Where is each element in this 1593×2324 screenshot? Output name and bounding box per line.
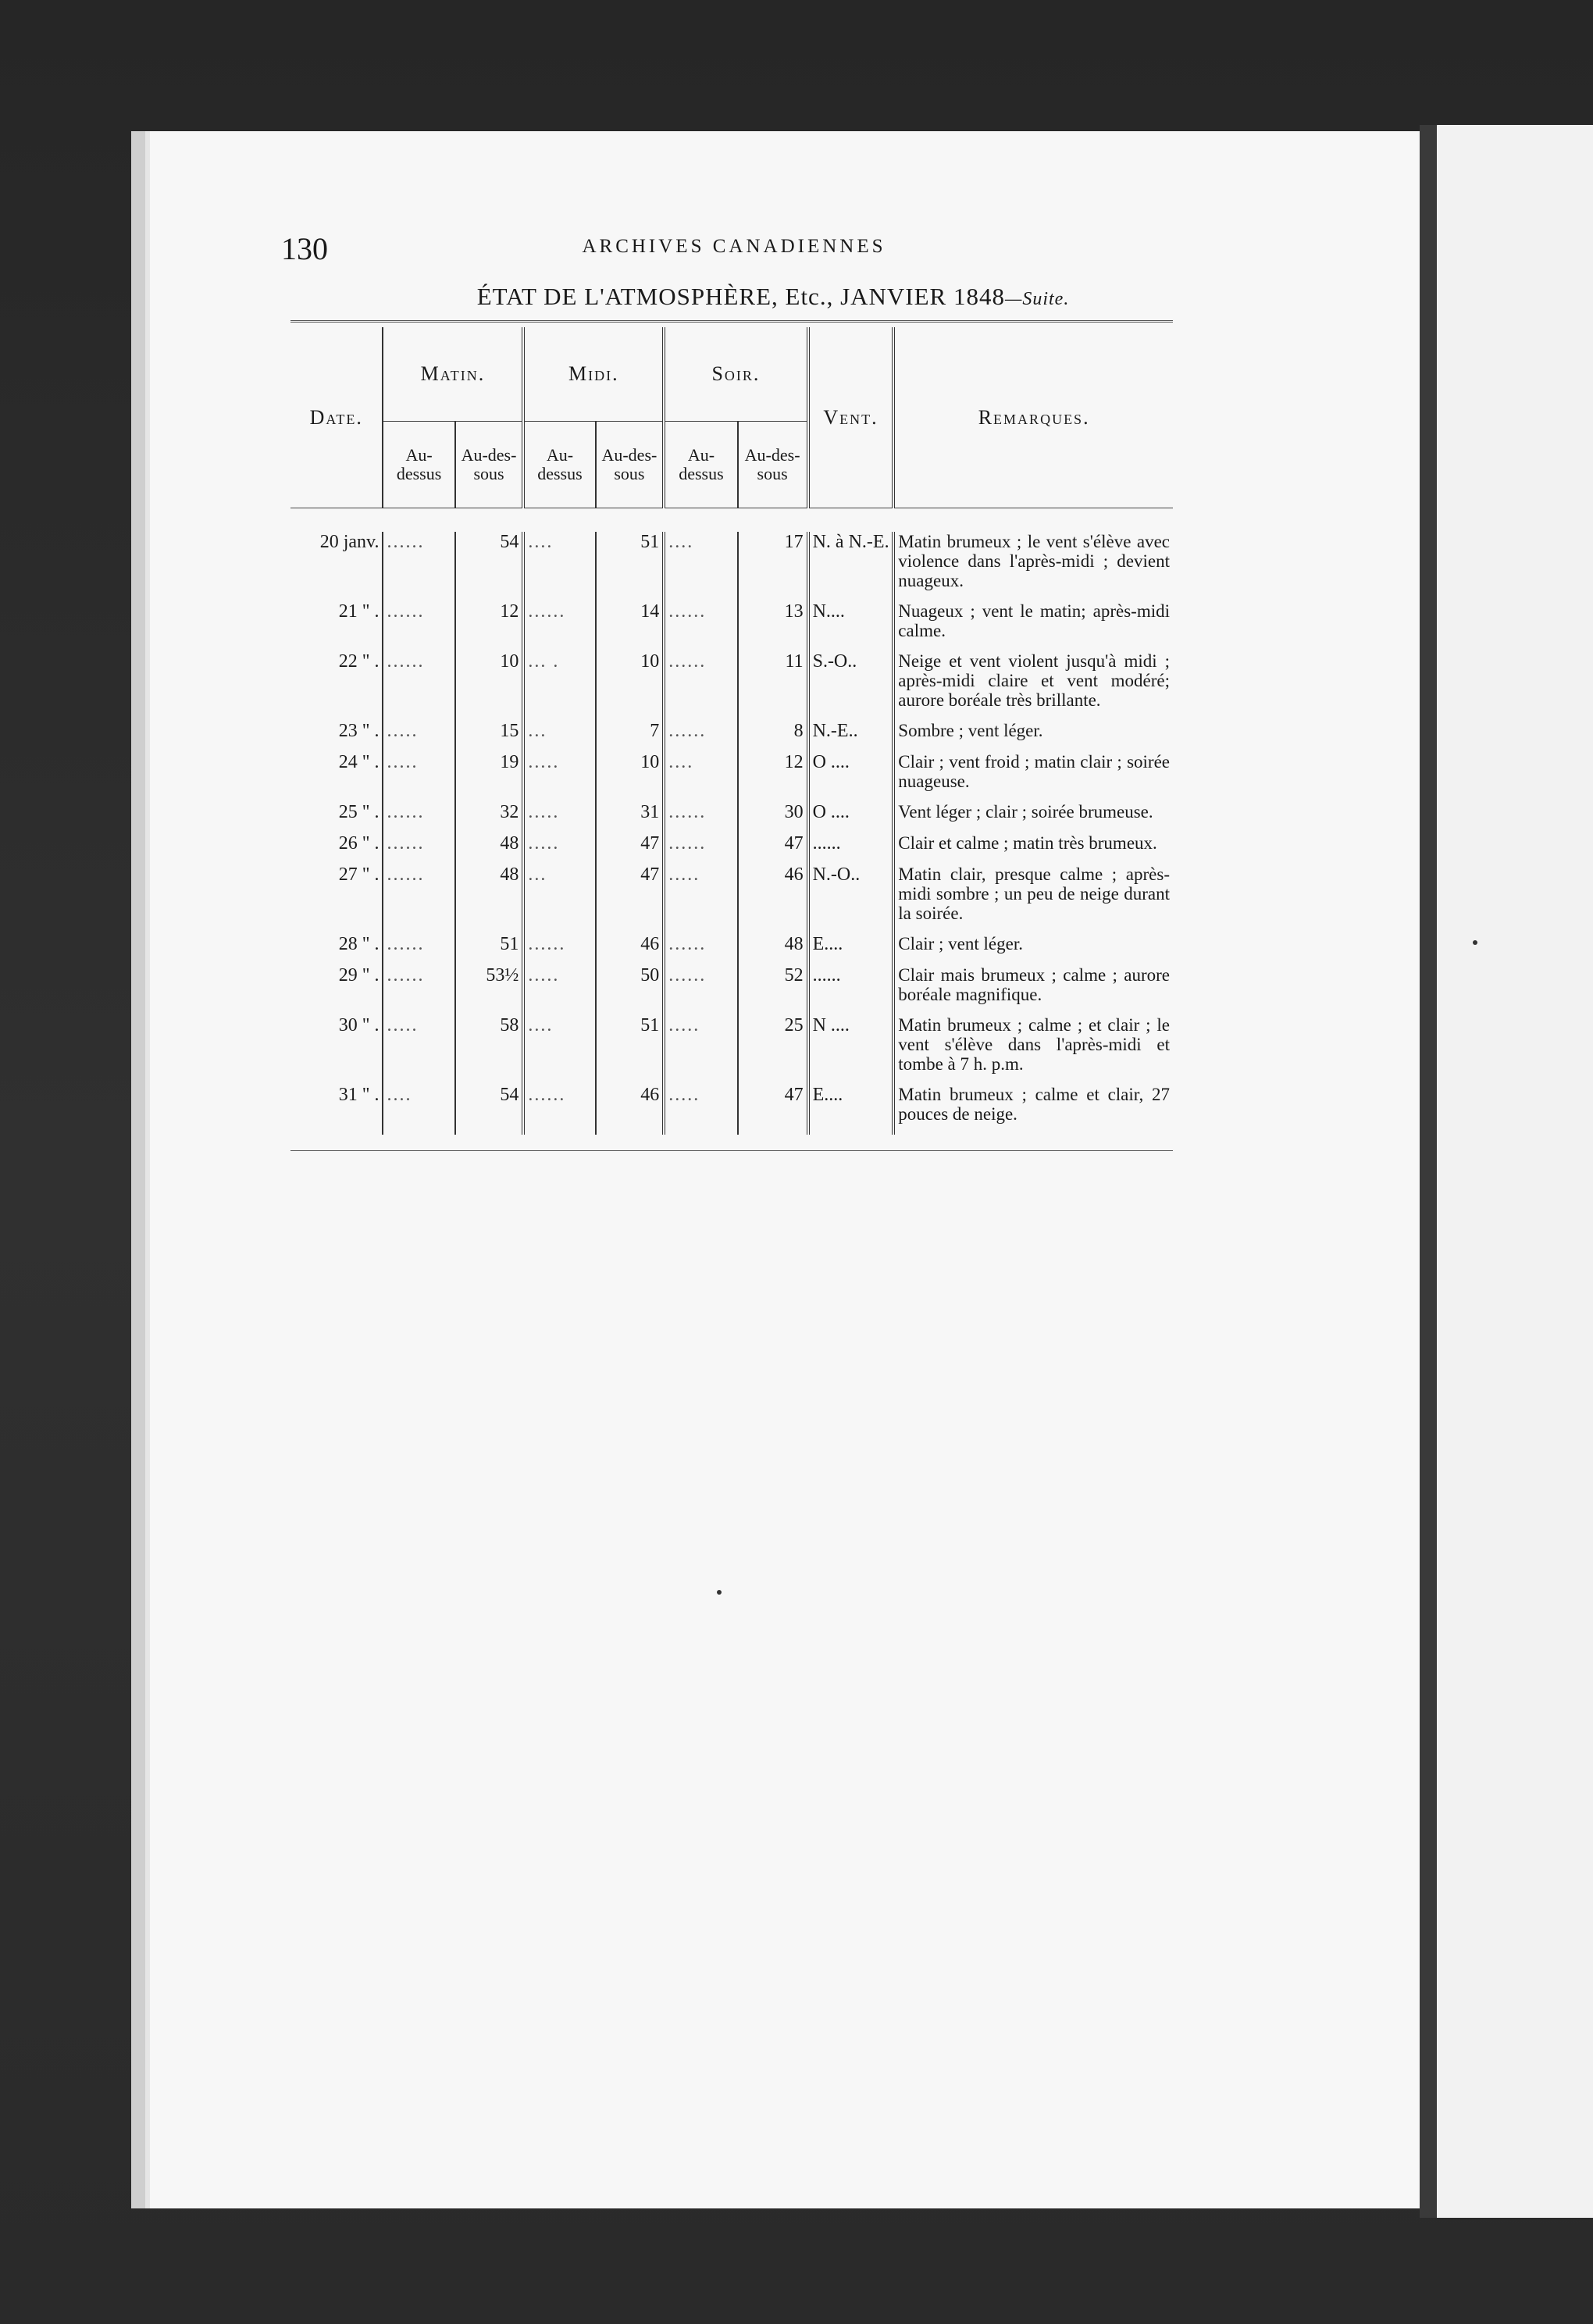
cell-soir-dessous: 52 xyxy=(738,965,808,1015)
table-title-suffix: —Suite. xyxy=(1004,289,1070,309)
cell-remarques: Clair et calme ; matin très brumeux. xyxy=(893,833,1173,864)
cell-matin-dessous: 32 xyxy=(455,802,524,833)
cell-matin-dessous: 54 xyxy=(455,1085,524,1135)
midi-au-dessus-header: Au-dessus xyxy=(523,422,595,508)
cell-remarques: Clair mais brumeux ; calme ; aurore boréale magnifique. xyxy=(893,965,1173,1015)
cell-midi-dessus: ... . xyxy=(523,651,595,721)
cell-matin-dessus: ...... xyxy=(383,802,454,833)
running-head: ARCHIVES CANADIENNES xyxy=(582,236,886,257)
cell-date: 21 " . xyxy=(338,601,380,622)
table-row xyxy=(290,965,1173,1015)
cell-date: 26 " . xyxy=(338,833,380,854)
cell-date: 22 " . xyxy=(338,651,380,672)
cell-matin-dessous: 53½ xyxy=(455,965,524,1015)
table-row xyxy=(290,601,1173,651)
cell-midi-dessous: 46 xyxy=(596,934,665,965)
table-body xyxy=(290,532,1173,1151)
cell-soir-dessus: ...... xyxy=(664,721,737,752)
col-soir-header: Soir. xyxy=(664,327,807,422)
cell-soir-dessus: ...... xyxy=(664,651,737,721)
cell-date: 24 " . xyxy=(338,752,380,772)
cell-matin-dessous: 48 xyxy=(455,864,524,934)
col-midi-header: Midi. xyxy=(523,327,664,422)
cell-soir-dessous: 30 xyxy=(738,802,808,833)
cell-matin-dessus: ...... xyxy=(383,934,454,965)
cell-date: 30 " . xyxy=(338,1015,380,1035)
cell-soir-dessus: .... xyxy=(664,532,737,601)
cell-soir-dessus: ..... xyxy=(664,864,737,934)
cell-date: 31 " . xyxy=(338,1085,380,1105)
cell-remarques: Matin clair, presque calme ; après-midi sombre ; un peu de neige durant la soirée. xyxy=(893,864,1173,934)
cell-vent: S.-O.. xyxy=(808,651,894,721)
cell-vent: E.... xyxy=(808,934,894,965)
table-row xyxy=(290,532,1173,601)
cell-vent: ...... xyxy=(808,833,894,864)
cell-midi-dessous: 50 xyxy=(596,965,665,1015)
cell-soir-dessus: ...... xyxy=(664,934,737,965)
cell-soir-dessous: 25 xyxy=(738,1015,808,1085)
cell-midi-dessous: 46 xyxy=(596,1085,665,1135)
cell-soir-dessous: 13 xyxy=(738,601,808,651)
table-title-main: ÉTAT DE L'ATMOSPHÈRE, Etc., JANVIER 1848 xyxy=(476,283,1005,310)
cell-remarques: Matin brumeux ; calme et clair, 27 pouces de neige. xyxy=(893,1085,1173,1135)
cell-date: 25 " . xyxy=(338,802,380,822)
cell-midi-dessus: ...... xyxy=(523,601,595,651)
weather-table xyxy=(290,320,1173,1151)
cell-soir-dessous: 8 xyxy=(738,721,808,752)
table-row xyxy=(290,934,1173,965)
cell-soir-dessus: ...... xyxy=(664,601,737,651)
cell-matin-dessus: ...... xyxy=(383,864,454,934)
cell-midi-dessous: 31 xyxy=(596,802,665,833)
cell-midi-dessous: 10 xyxy=(596,651,665,721)
cell-matin-dessus: ...... xyxy=(383,601,454,651)
table-title xyxy=(375,283,1171,311)
cell-soir-dessous: 48 xyxy=(738,934,808,965)
table-head xyxy=(290,322,1173,533)
midi-au-dessous-header: Au-des-sous xyxy=(596,422,665,508)
cell-midi-dessous: 51 xyxy=(596,1015,665,1085)
cell-remarques: Matin brumeux ; calme ; et clair ; le vent s'élève dans l'après-midi et tombe à 7 h. p.m. xyxy=(893,1015,1173,1085)
cell-matin-dessous: 54 xyxy=(455,532,524,601)
scan-speck xyxy=(1473,940,1477,945)
cell-soir-dessus: ...... xyxy=(664,802,737,833)
cell-midi-dessous: 47 xyxy=(596,864,665,934)
cell-matin-dessus: ...... xyxy=(383,651,454,721)
cell-midi-dessous: 10 xyxy=(596,752,665,802)
cell-matin-dessous: 12 xyxy=(455,601,524,651)
col-date-header: Date. xyxy=(309,405,363,429)
table-row xyxy=(290,752,1173,802)
soir-au-dessous-header: Au-des-sous xyxy=(738,422,808,508)
cell-midi-dessous: 47 xyxy=(596,833,665,864)
cell-remarques: Nuageux ; vent le matin; après-midi calme. xyxy=(893,601,1173,651)
cell-midi-dessus: .... xyxy=(523,532,595,601)
cell-remarques: Clair ; vent léger. xyxy=(893,934,1173,965)
cell-date: 20 janv. xyxy=(319,532,380,552)
cell-midi-dessus: ...... xyxy=(523,1085,595,1135)
adjacent-page-edge xyxy=(1420,125,1593,2218)
cell-remarques: Vent léger ; clair ; soirée brumeuse. xyxy=(893,802,1173,833)
cell-matin-dessus: ...... xyxy=(383,532,454,601)
cell-soir-dessus: .... xyxy=(664,752,737,802)
cell-midi-dessous: 51 xyxy=(596,532,665,601)
cell-vent: N.-E.. xyxy=(808,721,894,752)
cell-remarques: Matin brumeux ; le vent s'élève avec violence dans l'après-midi ; devient nuageux. xyxy=(893,532,1173,601)
cell-midi-dessus: ... xyxy=(523,864,595,934)
cell-vent: ...... xyxy=(808,965,894,1015)
col-remarques-header: Remarques. xyxy=(893,327,1173,508)
cell-midi-dessus: ..... xyxy=(523,965,595,1015)
cell-soir-dessus: ..... xyxy=(664,1085,737,1135)
cell-midi-dessous: 14 xyxy=(596,601,665,651)
cell-soir-dessus: ...... xyxy=(664,965,737,1015)
col-vent-header: Vent. xyxy=(808,327,894,508)
cell-matin-dessus: .... xyxy=(383,1085,454,1135)
cell-midi-dessous: 7 xyxy=(596,721,665,752)
cell-matin-dessous: 10 xyxy=(455,651,524,721)
cell-date: 29 " . xyxy=(338,965,380,986)
cell-matin-dessus: ..... xyxy=(383,1015,454,1085)
cell-matin-dessus: ...... xyxy=(383,833,454,864)
page-number: 130 xyxy=(281,231,328,266)
cell-soir-dessous: 47 xyxy=(738,1085,808,1135)
cell-matin-dessus: ..... xyxy=(383,721,454,752)
cell-soir-dessous: 17 xyxy=(738,532,808,601)
cell-matin-dessous: 48 xyxy=(455,833,524,864)
cell-vent: N.-O.. xyxy=(808,864,894,934)
matin-au-dessus-header: Au-dessus xyxy=(383,422,454,508)
cell-date: 28 " . xyxy=(338,934,380,954)
cell-vent: N.... xyxy=(808,601,894,651)
cell-midi-dessus: ...... xyxy=(523,934,595,965)
cell-matin-dessous: 58 xyxy=(455,1015,524,1085)
cell-midi-dessus: ..... xyxy=(523,802,595,833)
table-row xyxy=(290,1085,1173,1135)
cell-remarques: Neige et vent violent jusqu'à midi ; après-midi claire et vent modéré; aurore boréale très brillante. xyxy=(893,651,1173,721)
cell-matin-dessus: ..... xyxy=(383,752,454,802)
cell-soir-dessous: 46 xyxy=(738,864,808,934)
table-row xyxy=(290,864,1173,934)
cell-midi-dessus: ... xyxy=(523,721,595,752)
cell-vent: O .... xyxy=(808,802,894,833)
soir-au-dessus-header: Au-dessus xyxy=(664,422,737,508)
cell-vent: O .... xyxy=(808,752,894,802)
cell-soir-dessus: ...... xyxy=(664,833,737,864)
table-row xyxy=(290,651,1173,721)
cell-midi-dessus: ..... xyxy=(523,833,595,864)
cell-midi-dessus: ..... xyxy=(523,752,595,802)
matin-au-dessous-header: Au-des-sous xyxy=(455,422,524,508)
cell-soir-dessous: 11 xyxy=(738,651,808,721)
cell-soir-dessus: ..... xyxy=(664,1015,737,1085)
cell-midi-dessus: .... xyxy=(523,1015,595,1085)
cell-date: 23 " . xyxy=(338,721,380,741)
cell-remarques: Clair ; vent froid ; matin clair ; soirée nuageuse. xyxy=(893,752,1173,802)
col-matin-header: Matin. xyxy=(383,327,523,422)
cell-remarques: Sombre ; vent léger. xyxy=(893,721,1173,752)
cell-vent: N .... xyxy=(808,1015,894,1085)
cell-matin-dessus: ...... xyxy=(383,965,454,1015)
table-row xyxy=(290,721,1173,752)
cell-soir-dessous: 12 xyxy=(738,752,808,802)
table-bottom-rule xyxy=(290,1135,1173,1151)
table-row xyxy=(290,1015,1173,1085)
cell-soir-dessous: 47 xyxy=(738,833,808,864)
cell-date: 27 " . xyxy=(338,864,380,885)
cell-matin-dessous: 51 xyxy=(455,934,524,965)
scan-speck xyxy=(717,1590,722,1595)
cell-vent: E.... xyxy=(808,1085,894,1135)
cell-matin-dessous: 15 xyxy=(455,721,524,752)
cell-vent: N. à N.-E. xyxy=(808,532,894,601)
table-row xyxy=(290,833,1173,864)
table-row xyxy=(290,802,1173,833)
cell-matin-dessous: 19 xyxy=(455,752,524,802)
